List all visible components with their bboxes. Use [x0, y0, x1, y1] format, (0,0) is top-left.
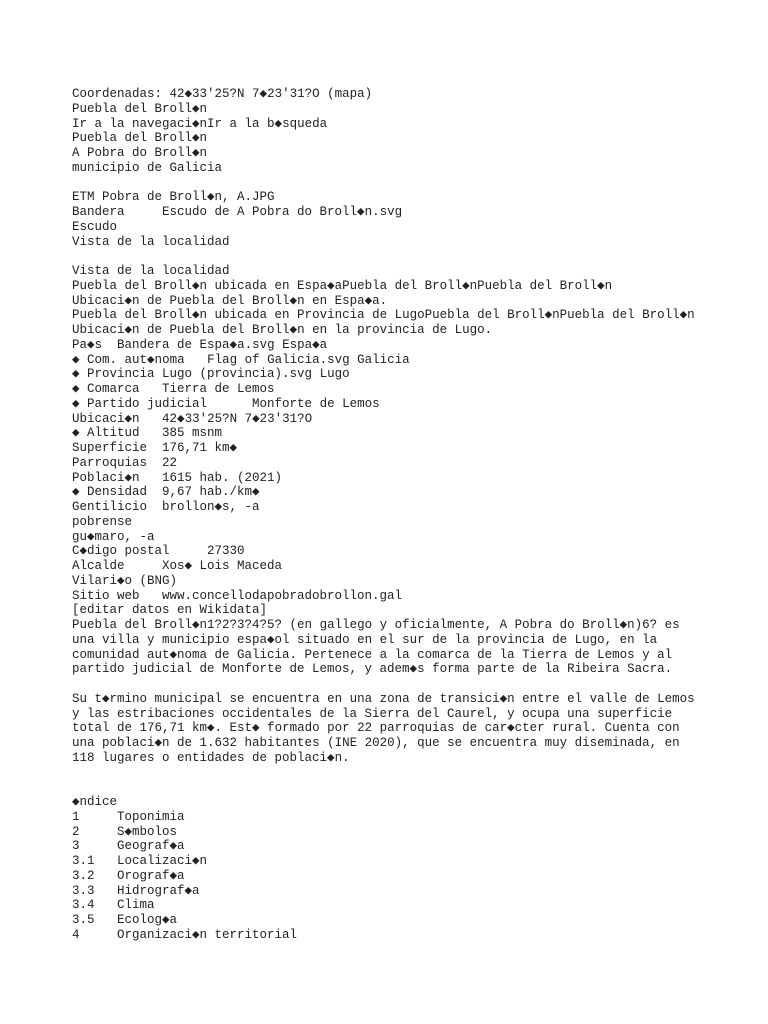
text-line: Vista de la localidad: [72, 234, 230, 249]
text-line: A Pobra do Broll◆n: [72, 146, 208, 160]
text-line: 3.4 Clima: [72, 898, 155, 913]
text-line: ETM Pobra de Broll◆n, A.JPG: [72, 190, 275, 205]
text-line: Vista de la localidad: [72, 264, 230, 278]
text-line: ◆ Comarca Tierra de Lemos: [72, 382, 275, 396]
document-text: [72, 87, 695, 943]
text-line: 3.1 Localizaci◆n: [72, 854, 208, 868]
text-line: Bandera Escudo de A Pobra do Broll◆n.svg: [72, 205, 403, 219]
text-line: partido judicial de Monforte de Lemos, y adem◆s forma parte de la Ribeira Sacra.: [72, 662, 673, 677]
text-line: Puebla del Broll◆n ubicada en Espa◆aPuebla del Broll◆nPuebla del Broll◆n: [72, 278, 613, 293]
text-line: ◆ Densidad 9,67 hab./km◆: [72, 485, 260, 500]
text-line: Parroquias 22: [72, 455, 178, 470]
blank-line: [72, 176, 695, 191]
text-line: 118 lugares o entidades de poblaci◆n.: [72, 750, 350, 765]
text-line: ◆ndice: [72, 795, 118, 809]
text-line: ◆ Provincia Lugo (provincia).svg Lugo: [72, 367, 350, 382]
text-line: Ubicaci◆n 42◆33'25?N 7◆23'31?O: [72, 411, 313, 426]
blank-line: [72, 677, 695, 692]
text-line: 3 Geograf◆a: [72, 839, 185, 854]
text-line: Gentilicio brollon◆s, -a: [72, 500, 260, 514]
text-line: una villa y municipio espa◆ol situado en el sur de la provincia de Lugo, en la: [72, 632, 658, 647]
blank-line: [72, 249, 695, 264]
text-line: Ubicaci◆n de Puebla del Broll◆n en Espa◆a.: [72, 293, 388, 308]
text-line: Su t◆rmino municipal se encuentra en una zona de transici◆n entre el valle de Lemos: [72, 691, 695, 706]
text-line: Poblaci◆n 1615 hab. (2021): [72, 470, 283, 485]
text-line: municipio de Galicia: [72, 160, 223, 175]
text-line: 1 Toponimia: [72, 809, 185, 824]
text-line: Sitio web www.concellodapobradobrollon.gal: [72, 588, 403, 603]
text-line: gu◆maro, -a: [72, 529, 155, 544]
text-line: Puebla del Broll◆n: [72, 131, 208, 146]
text-line: comunidad aut◆noma de Galicia. Pertenece a la comarca de la Tierra de Lemos y al: [72, 647, 673, 662]
text-line: una poblaci◆n de 1.632 habitantes (INE 2020), que se encuentra muy diseminada, en: [72, 736, 680, 750]
text-line: ◆ Partido judicial Monforte de Lemos: [72, 396, 380, 411]
blank-line: [72, 780, 695, 795]
text-line: ◆ Com. aut◆noma Flag of Galicia.svg Galicia: [72, 352, 410, 367]
text-line: Ubicaci◆n de Puebla del Broll◆n en la provincia de Lugo.: [72, 323, 493, 337]
text-line: 3.5 Ecolog◆a: [72, 913, 178, 927]
text-line: Coordenadas: 42◆33'25?N 7◆23'31?O (mapa): [72, 87, 373, 101]
text-line: y las estribaciones occidentales de la Sierra del Caurel, y ocupa una superficie: [72, 706, 673, 721]
text-line: Escudo: [72, 219, 118, 234]
text-line: Pa◆s Bandera de Espa◆a.svg Espa◆a: [72, 337, 328, 352]
text-line: Alcalde Xos◆ Lois Maceda: [72, 559, 283, 573]
text-line: ◆ Altitud 385 msnm: [72, 426, 223, 441]
text-line: total de 176,71 km◆. Est◆ formado por 22 parroquias de car◆cter rural. Cuenta con: [72, 721, 680, 736]
blank-line: [72, 766, 695, 781]
text-line: 3.2 Orograf◆a: [72, 868, 185, 883]
text-line: 3.3 Hidrograf◆a: [72, 883, 200, 898]
text-line: C◆digo postal 27330: [72, 544, 245, 559]
text-line: Superficie 176,71 km◆: [72, 441, 238, 455]
text-line: Ir a la navegaci◆nIr a la b◆squeda: [72, 116, 328, 131]
text-line: pobrense: [72, 514, 133, 529]
text-line: Puebla del Broll◆n ubicada en Provincia de LugoPuebla del Broll◆nPuebla del Broll◆n: [72, 308, 695, 323]
text-line: 2 S◆mbolos: [72, 824, 178, 839]
text-line: [editar datos en Wikidata]: [72, 603, 268, 618]
text-line: Puebla del Broll◆n: [72, 101, 208, 116]
text-line: Vilari◆o (BNG): [72, 573, 178, 588]
text-line: 4 Organizaci◆n territorial: [72, 927, 298, 942]
text-line: Puebla del Broll◆n1?2?3?4?5? (en gallego y oficialmente, A Pobra do Broll◆n)6? es: [72, 618, 680, 632]
